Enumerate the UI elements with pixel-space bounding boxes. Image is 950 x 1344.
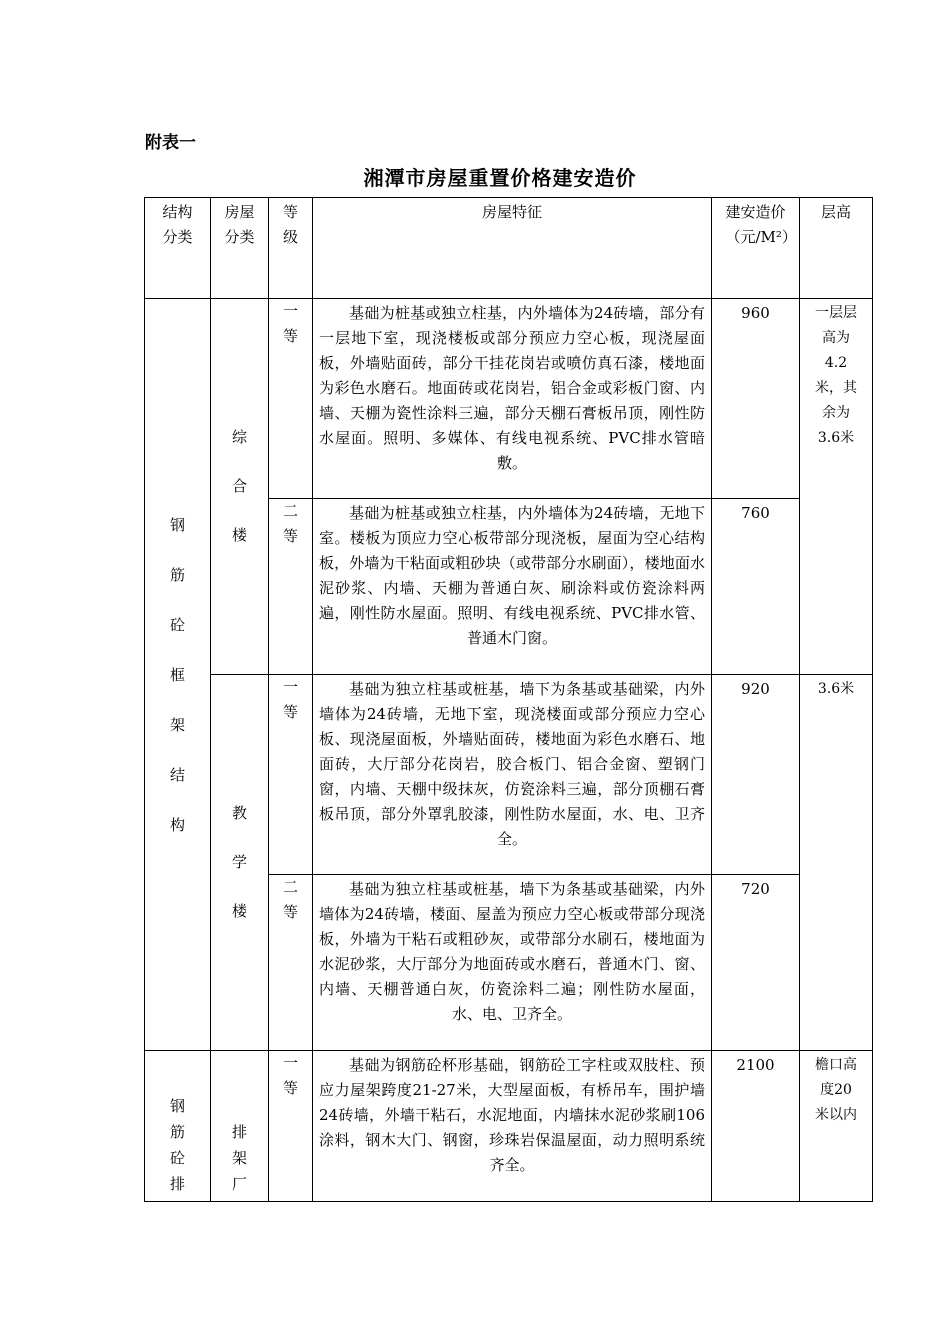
house-cell: 教 学 楼 (211, 675, 269, 1051)
structure-cell: 钢 筋 砼 框 架 结 构 (145, 299, 211, 1051)
header-features: 房屋特征 (313, 198, 712, 299)
price-cell: 960 (712, 299, 800, 499)
height-cell: 一层层高为4.2米，其余为3.6米 (800, 299, 873, 675)
appendix-label: 附表一 (145, 133, 196, 153)
height-cell: 檐口高度20米以内 (800, 1051, 873, 1202)
header-structure: 结构分类 (145, 198, 211, 299)
table-header-row (145, 198, 873, 299)
header-height: 层高 (800, 198, 873, 299)
table-row (145, 1051, 873, 1202)
house-cell: 综 合 楼 (211, 299, 269, 675)
features-cell: 基础为桩基或独立柱基，内外墙体为24砖墙，部分有一层地下室，现浇楼板或部分预应力空心板，现浇屋面板，外墙贴面砖，部分干挂花岗岩或喷仿真石漆，楼地面为彩色水磨石。地面砖或花岗岩，铝合金或彩板门窗、内墙、天棚为瓷性涂料三遍，部分天棚石膏板吊顶，刚性防水屋面。照明、多媒体、有线电视系统、PVC排水管暗敷。 (313, 299, 712, 499)
grade-cell: 二等 (269, 875, 313, 1051)
table-row (145, 299, 873, 499)
header-grade: 等级 (269, 198, 313, 299)
header-house: 房屋分类 (211, 198, 269, 299)
price-table (144, 197, 873, 1202)
features-cell: 基础为桩基或独立柱基，内外墙体为24砖墙，无地下室。楼板为顶应力空心板带部分现浇板，屋面为空心结构板，外墙为干粘面或粗砂块（或带部分水刷面），楼地面水泥砂浆、内墙、天棚为普通白灰、刷涂料或仿瓷涂料两遍，刚性防水屋面。照明、有线电视系统、PVC排水管、普通木门窗。 (313, 499, 712, 675)
price-cell: 2100 (712, 1051, 800, 1202)
table-row (145, 675, 873, 875)
grade-cell: 一等 (269, 299, 313, 499)
price-cell: 720 (712, 875, 800, 1051)
house-cell: 排 架 厂 (211, 1051, 269, 1202)
grade-cell: 一等 (269, 1051, 313, 1202)
price-cell: 920 (712, 675, 800, 875)
structure-cell: 钢 筋 砼 排 (145, 1051, 211, 1202)
page-title: 湘潭市房屋重置价格建安造价 (363, 166, 637, 190)
features-cell: 基础为钢筋砼杯形基础，钢筋砼工字柱或双肢柱、预应力屋架跨度21-27米，大型屋面板，有桥吊车，围护墙24砖墙，外墙干粘石，水泥地面，内墙抹水泥砂浆刷106涂料，钢木大门、钢窗，珍珠岩保温屋面，动力照明系统齐全。 (313, 1051, 712, 1202)
features-cell: 基础为独立柱基或桩基，墙下为条基或基础梁，内外墙体为24砖墙，楼面、屋盖为预应力空心板或带部分现浇板，外墙为干粘石或粗砂灰，或带部分水刷石，楼地面为水泥砂浆，大厅部分为地面砖或水磨石，普通木门、窗、内墙、天棚普通白灰，仿瓷涂料二遍；刚性防水屋面，水、电、卫齐全。 (313, 875, 712, 1051)
header-price: 建安造价（元/M²） (712, 198, 800, 299)
features-cell: 基础为独立柱基或桩基，墙下为条基或基础梁，内外墙体为24砖墙，无地下室，现浇楼面或部分预应力空心板、现浇屋面板，外墙贴面砖，楼地面为彩色水磨石、地面砖，大厅部分花岗岩，胶合板门、铝合金窗、塑钢门窗，内墙、天棚中级抹灰，仿瓷涂料三遍，部分顶棚石膏板吊顶，部分外罩乳胶漆，刚性防水屋面，水、电、卫齐全。 (313, 675, 712, 875)
grade-cell: 一等 (269, 675, 313, 875)
height-cell: 3.6米 (800, 675, 873, 1051)
grade-cell: 二等 (269, 499, 313, 675)
price-cell: 760 (712, 499, 800, 675)
